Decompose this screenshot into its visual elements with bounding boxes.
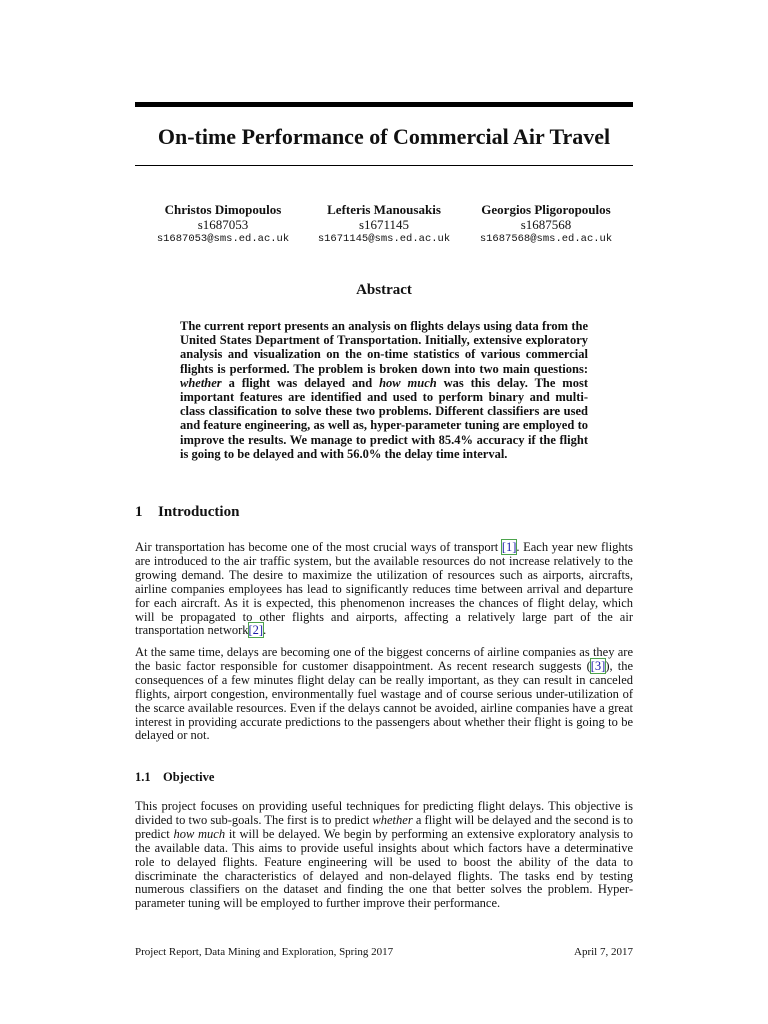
paragraph-text: This project focuses on providing useful techniques for predicting flight delays. This objective is divided to two sub-goals. The first is to predict	[135, 799, 633, 827]
subsection-number: 1.1	[135, 770, 151, 784]
paragraph	[135, 541, 633, 638]
abstract-text	[180, 319, 588, 461]
paragraph-text: . Each year new flights are introduced to the air traffic system, but the available resources do not increase relatively to the growing demand. The desire to maximize the utilization of resources such as airports, aircrafts, airline companies employees has lead to significantly reduces time between arrival and departure for each aircraft. As it is expected, this phenomenon increases the chances of flight delay, which will be propagated to other flights and airports, affecting a relatively large part of the air transportation network	[135, 540, 633, 638]
paper-title: On-time Performance of Commercial Air Travel	[157, 124, 611, 149]
title-rule-bottom	[135, 165, 633, 166]
paragraph-text: Air transportation has become one of the most crucial ways of transport	[135, 540, 502, 554]
paragraph-emphasis: how much	[173, 826, 226, 841]
abstract-emphasis: whether	[180, 375, 222, 390]
author-id: s1687568	[520, 217, 572, 232]
abstract-heading: Abstract	[356, 282, 412, 298]
author-block	[456, 202, 636, 247]
paragraph-text: ), the consequences of a few minutes flight delay can be really important, as they can result in canceled flights, airport congestion, environmentally fuel wastage and of course serious under-utilization of the scarce available resources. Even if the delays cannot be avoided, airline companies have a great interest in providing accurate predictions to the passengers about whether their flight is going to be delayed or not.	[135, 658, 633, 743]
footer-date: April 7, 2017	[574, 946, 633, 958]
author-id: s1687053	[197, 217, 249, 232]
paragraph-text: it will be delayed. We begin by performing an extensive exploratory analysis to the available data. This aims to provide useful insights about which factors have a determinative role to delayed flights. Feature engineering will be used to boost the ability of the data to discriminate the characteristics of delayed and non-delayed flights. The tasks end by testing numerous classifiers on the dataset and finding the one that better solves the problem. Hyper-parameter tuning will be employed to further improve their performance.	[135, 826, 633, 911]
paragraph	[135, 646, 633, 743]
title-rule-top	[135, 102, 633, 107]
abstract-emphasis: how much	[379, 375, 437, 390]
author-email: s1671145@sms.ed.ac.uk	[317, 233, 451, 245]
author-email: s1687053@sms.ed.ac.uk	[156, 233, 290, 245]
author-name: Christos Dimopoulos	[164, 202, 282, 217]
abstract-text-part: was this delay. The most important features are identified and used to perform binary and multi-class classification to solve these two problems. Different classifiers are used and feature engineering, as well as, hyper-parameter tuning are employed to improve the results. We manage to predict with 85.4% accuracy if the flight is going to be delayed and with 56.0% the delay time interval.	[180, 375, 588, 461]
citation-link[interactable]: [2]	[248, 623, 264, 638]
author-block	[294, 202, 474, 247]
abstract-text-part: a flight was delayed and	[221, 375, 380, 390]
section-title: Introduction	[158, 504, 240, 520]
footer-left: Project Report, Data Mining and Exploration, Spring 2017	[135, 946, 394, 958]
citation-link[interactable]: [3]	[590, 658, 606, 673]
section-heading-introduction	[135, 503, 633, 521]
citation-link[interactable]: [1]	[501, 540, 517, 554]
subsection-heading-objective	[135, 770, 633, 785]
author-name: Lefteris Manousakis	[327, 202, 441, 217]
author-email: s1687568@sms.ed.ac.uk	[479, 233, 613, 245]
paragraph-emphasis: whether	[372, 812, 413, 827]
paragraph-text: At the same time, delays are becoming one of the biggest concerns of airline companies as they are the basic factor responsible for customer disappointment. As recent research suggests (	[135, 645, 633, 673]
paragraph-text: .	[263, 623, 267, 638]
section-number: 1	[135, 504, 143, 520]
author-name: Georgios Pligoropoulos	[481, 202, 611, 217]
paragraph	[135, 800, 633, 911]
paragraph-text: a flight will be delayed and the second is to predict	[135, 812, 633, 841]
author-id: s1671145	[358, 217, 410, 232]
subsection-title: Objective	[163, 770, 215, 784]
abstract-text-part: The current report presents an analysis on flights delays using data from the United States Department of Transportation. Initially, extensive exploratory analysis and visualization on the on-time statistics of various commercial flights is performed. The problem is broken down into two main questions:	[180, 319, 588, 376]
author-block	[133, 202, 313, 247]
